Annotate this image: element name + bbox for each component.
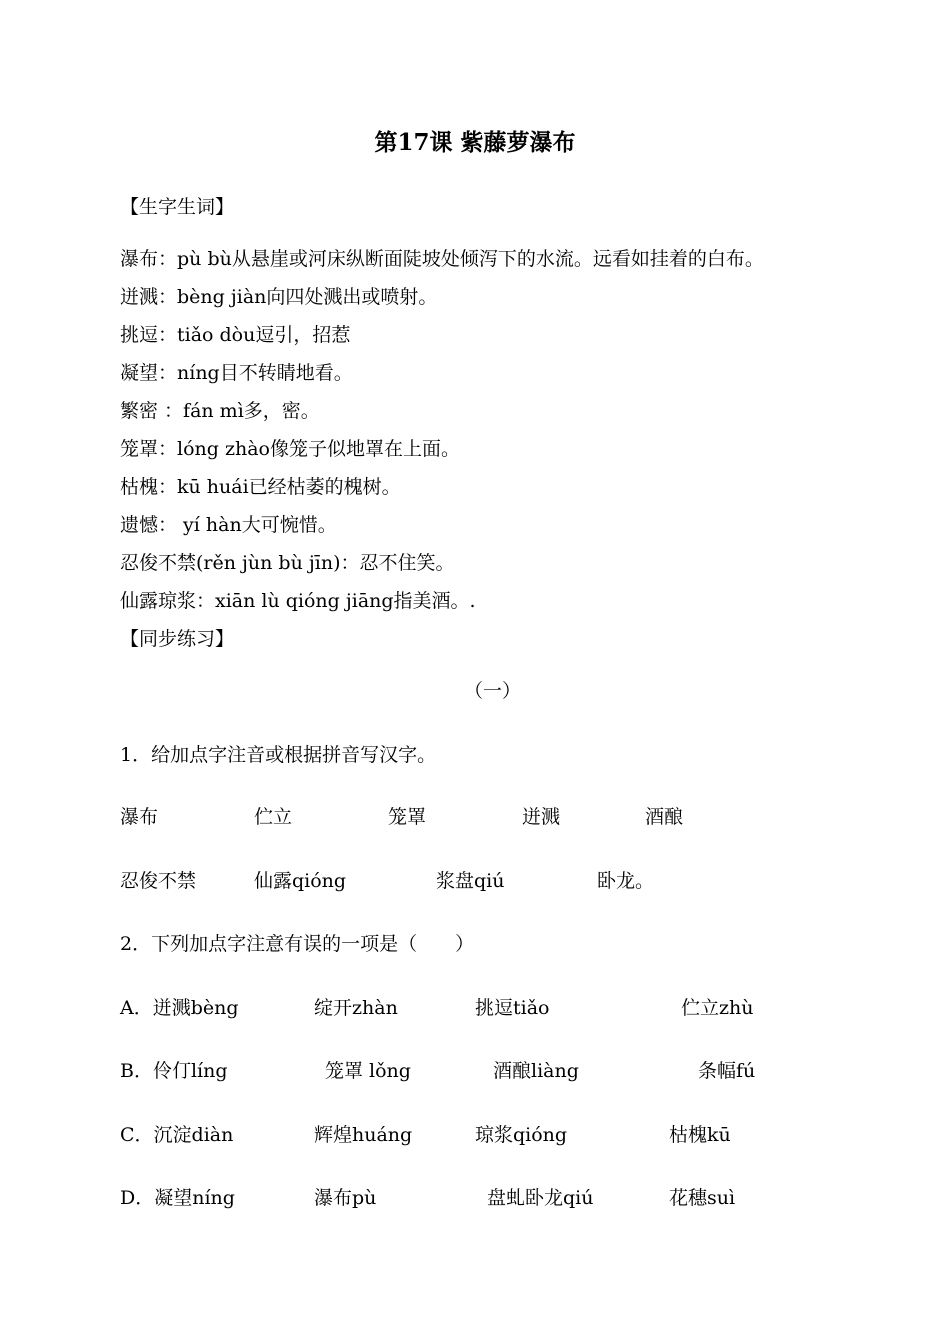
vocab-line: 挑逗：tiǎo dòu逗引，招惹: [120, 324, 351, 346]
vocab-line: 繁密 ：fán mì多，密。: [120, 400, 320, 422]
vocab-line: 仙露琼浆：xiān lù qióng jiāng指美酒。.: [120, 590, 476, 612]
q2-option-b: B．伶仃líng: [120, 1060, 228, 1082]
q1-item: 酒酿: [645, 806, 684, 828]
q2-option-b-item: 条幅fú: [698, 1060, 756, 1082]
q2-option-c-item: 辉煌huáng: [314, 1124, 413, 1146]
q1-item: 笼罩: [388, 806, 427, 828]
q2-option-c-item: 琼浆qióng: [475, 1124, 568, 1146]
q2-option-c-item: 枯槐kū: [669, 1124, 731, 1146]
q1-item: 迸溅: [522, 806, 561, 828]
vocab-line: 凝望：níng目不转睛地看。: [120, 362, 353, 384]
q2-option-d-item: 盘虬卧龙qiú: [487, 1187, 594, 1209]
q1-item: 伫立: [254, 806, 293, 828]
vocab-line: 枯槐：kū huái已经枯萎的槐树。: [120, 476, 401, 498]
vocab-line: 瀑布：pù bù从悬崖或河床纵断面陡坡处倾泻下的水流。远看如挂着的白布。: [120, 248, 764, 270]
part-label: （一）: [463, 680, 521, 702]
question-2: 2．下列加点字注意有误的一项是（ ）: [120, 933, 475, 955]
q2-option-d-item: 瀑布pù: [314, 1187, 377, 1209]
q2-option-b-item: 酒酿liàng: [493, 1060, 579, 1082]
vocab-line: 笼罩：lóng zhào像笼子似地罩在上面。: [120, 438, 460, 460]
q2-option-a: A．迸溅bèng: [120, 997, 239, 1019]
vocab-line: 遗憾： yí hàn大可惋惜。: [120, 514, 337, 536]
question-1: 1．给加点字注音或根据拼音写汉字。: [120, 744, 437, 766]
q2-option-d-item: 花穗suì: [669, 1187, 736, 1209]
section-heading-vocab: 【生字生词】: [120, 196, 235, 218]
q1-item: 仙露qióng: [254, 870, 347, 892]
q2-option-c: C．沉淀diàn: [120, 1124, 234, 1146]
q2-option-a-item: 挑逗tiǎo: [475, 997, 550, 1019]
section-heading-practice: 【同步练习】: [120, 628, 235, 650]
q2-option-b-item: 笼罩 lǒng: [325, 1060, 411, 1082]
q1-item: 瀑布: [120, 806, 159, 828]
q1-item: 卧龙。: [597, 870, 655, 892]
q1-item: 浆盘qiú: [436, 870, 505, 892]
q2-option-a-item: 伫立zhù: [681, 997, 754, 1019]
lesson-title: 第17课 紫藤萝瀑布: [374, 129, 576, 156]
vocab-line: 迸溅：bèng jiàn向四处溅出或喷射。: [120, 286, 438, 308]
q2-option-a-item: 绽开zhàn: [314, 997, 398, 1019]
q2-option-d: D．凝望níng: [120, 1187, 235, 1209]
vocab-line: 忍俊不禁(rěn jùn bù jīn)：忍不住笑。: [120, 552, 455, 574]
q1-item: 忍俊不禁: [120, 870, 197, 892]
